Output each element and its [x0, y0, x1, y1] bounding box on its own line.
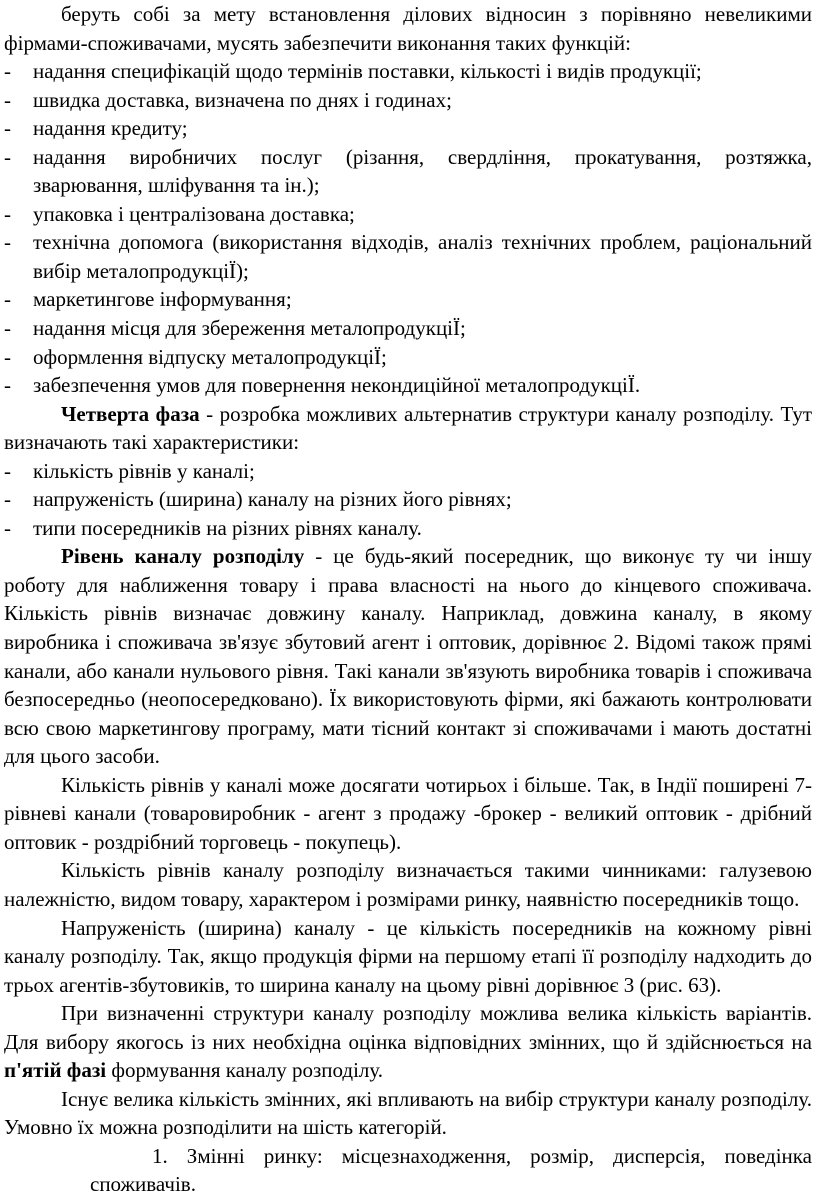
count-paragraph: Кількість рівнів у каналі може досягати чотирьох і більше. Так, в Індії поширені 7-рівневі канали (товаровиробник - агент з продажу -брокер - великий оптовик - дрібний оптовик - роздрібний торговець - покупець).	[4, 772, 812, 854]
list-marker: -	[4, 458, 11, 483]
list-marker: -	[4, 287, 11, 312]
list-item: - напруженість (ширина) каналу на різних його рівнях;	[4, 485, 812, 514]
list-marker: -	[4, 487, 11, 512]
list-item: - оформлення відпуску металопродукціЇ;	[4, 343, 812, 372]
list-marker: -	[4, 144, 11, 169]
list-item: - надання виробничих послуг (різання, свердління, прокатування, розтяжка, зварювання, шліфування та ін.);	[4, 144, 812, 198]
list-item: - надання специфікацій щодо термінів поставки, кількості і видів продукції;	[4, 57, 812, 86]
list-marker: -	[4, 87, 11, 112]
characteristics-list	[4, 457, 812, 543]
list-marker: -	[4, 316, 11, 341]
item-number: 1.	[152, 1143, 168, 1168]
list-item: - надання кредиту;	[4, 114, 812, 143]
phase4-paragraph: Четверта фаза - розробка можливих альтернатив структури каналу розподілу. Тут визначають такі характеристики:	[4, 401, 813, 455]
list-item: - надання місця для збереження металопродукціЇ;	[4, 314, 812, 343]
width-paragraph: Напруженість (ширина) каналу - це кількість посередників на кожному рівні каналу розподілу. Так, якщо продукція фірми на першому етапі її розподілу надходить до трьох агентів-збутовиків, то ширина каналу на цьому рівні дорівнює 3 (рис. 63).	[4, 915, 812, 997]
structure-paragraph: При визначенні структури каналу розподілу можлива велика кількість варіантів. Для вибору якогось із них необхідна оцінка відповідних змінних, що й здійснюється на п'ятій фазі формування каналу розподілу.	[4, 1001, 812, 1083]
level-paragraph: Рівень каналу розподілу - це будь-який посередник, що виконує ту чи іншу роботу для наближення товару і права власності на нього до кінцевого споживача. Кількість рівнів визначає довжину каналу. Наприклад, довжина каналу, в якому виробника і споживача зв'язує збутовий агент і оптовик, дорівнює 2. Відомі також прямі канали, або канали нульового рівня. Такі канали зв'язують виробника товарів і споживача безпосередньо (неопосередковано). Їх використовують фірми, які бажають контролювати всю свою маркетингову програму, мати тісний контакт зі споживачами і мають достатні для цього засоби.	[4, 544, 812, 769]
list-marker: -	[4, 59, 11, 84]
list-item: - типи посередників на різних рівнях каналу.	[4, 514, 812, 543]
phase4-term: Четверта фаза	[61, 401, 200, 426]
variables-paragraph: Існує велика кількість змінних, які впливають на вибір структури каналу розподілу. Умовно їх можна розподілити на шість категорій.	[4, 1086, 812, 1140]
list-marker: -	[4, 515, 11, 540]
list-item: - упаковка і централізована доставка;	[4, 200, 812, 229]
list-item: - технічна допомога (використання відходів, аналіз технічних проблем, раціональний вибір металопродукціЇ);	[4, 230, 812, 283]
list-item: - забезпечення умов для повернення некондиційної металопродукціЇ.	[4, 371, 812, 400]
document-page	[4, 0, 812, 1199]
list-item: - кількість рівнів у каналі;	[4, 457, 812, 486]
list-marker: -	[4, 373, 11, 398]
intro-paragraph: беруть собі за мету встановлення ділових відносин з порівняно невеликими фірмами-споживачами, мусять забезпечити виконання таких функцій:	[4, 2, 812, 55]
list-marker: -	[4, 116, 11, 141]
list-item: - швидка доставка, визначена по днях і годинах;	[4, 86, 812, 115]
list-marker: -	[4, 201, 11, 226]
level-term: Рівень каналу розподілу	[61, 544, 305, 569]
functions-list	[4, 57, 812, 400]
list-marker: -	[4, 344, 11, 369]
list-item: - маркетингове інформування;	[4, 285, 812, 314]
list-marker: -	[4, 230, 11, 255]
factors-paragraph: Кількість рівнів каналу розподілу визначається такими чинниками: галузевою належністю, видом товару, характером і розмірами ринку, наявністю посередників тощо.	[4, 858, 812, 911]
numbered-item: 1. Змінні ринку: місцезнаходження, розмір, дисперсія, поведінка споживачів.	[90, 1143, 812, 1197]
phase5-term: п'ятій фазі	[4, 1058, 107, 1083]
